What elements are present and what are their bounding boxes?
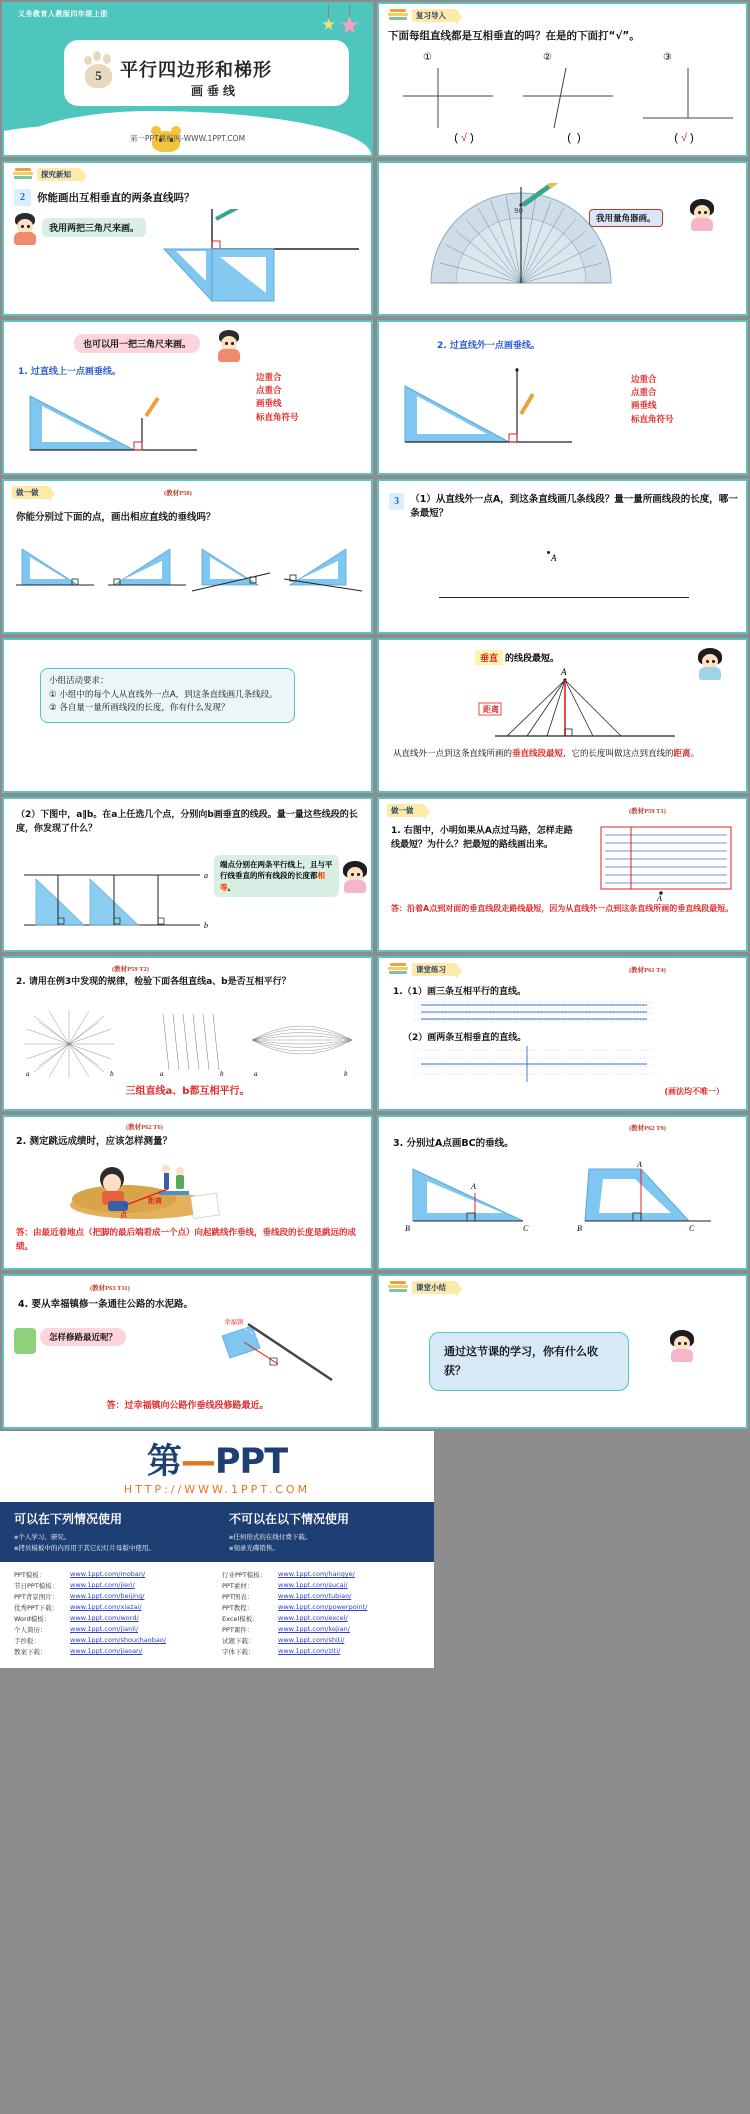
svg-text:C: C (689, 1224, 695, 1233)
conclusion-highlight-2: 距离 (673, 749, 691, 759)
speech-bubble: 我用两把三角尺来画。 (42, 218, 146, 237)
link-url[interactable]: www.1ppt.com/word/ (70, 1614, 139, 1622)
question-text: （2）下图中，a∥b。在a上任选几个点，分别向b画垂直的线段。量一量这些线段的长度，你发现了什么？ (16, 810, 358, 834)
logo-url: HTTP://WWW.1PPT.COM (123, 1483, 311, 1496)
step-item: 标直角符号 (256, 412, 299, 423)
link-key: 手抄报： (14, 1637, 40, 1645)
answer-text: 答：由最近着地点（把脚的最后端看成一个点）向起跳线作垂线，垂线段的长度是跳远的成绩。 (16, 1228, 357, 1252)
links-right-col (222, 1568, 420, 1658)
svg-text:距离: 距离 (483, 705, 499, 714)
link-url[interactable]: www.1ppt.com/xiazai/ (70, 1603, 142, 1611)
svg-text:点: 点 (120, 1211, 127, 1219)
conclusion-text (393, 748, 738, 762)
speech-bubble (214, 855, 339, 897)
link-key: 行业PPT模板： (222, 1571, 267, 1579)
question-text: （1）从直线外一点A，到这条直线画几条线段？量一量所画线段的长度，哪一条最短？ (410, 494, 738, 520)
svg-text:B: B (577, 1224, 582, 1233)
answer-text: 答：沿着A点到对面的垂直线段走路线最短，因为从直线外一点到这条直线所画的垂直线段最短。 (391, 904, 734, 913)
note-text: (画法均不唯一） (664, 1087, 724, 1096)
link-row[interactable] (14, 1636, 212, 1645)
slide-review-intro[interactable] (377, 2, 748, 157)
banner-summary (387, 1281, 456, 1294)
svg-text:90: 90 (514, 207, 523, 215)
map-figure (204, 1318, 354, 1388)
books-icon (12, 168, 34, 181)
promo-logo (0, 1431, 434, 1502)
link-key: PPT素材： (222, 1582, 254, 1590)
books-icon (387, 963, 409, 976)
question-text: 3. 分别过A点画BC的垂线。 (393, 1138, 514, 1149)
source-tag: (教材P62 T9) (629, 1125, 666, 1132)
link-key: PPT背景图片： (14, 1593, 59, 1601)
step-item: 画垂线 (256, 399, 282, 410)
link-row[interactable] (222, 1603, 420, 1612)
promo-footer (0, 1431, 434, 1668)
link-key: PPT教程： (222, 1604, 254, 1612)
link-key: PPT图表： (222, 1593, 254, 1601)
svg-text:A: A (561, 667, 567, 677)
svg-text:A: A (637, 1160, 642, 1169)
banner-review (387, 9, 456, 22)
banner-do (387, 804, 424, 817)
svg-text:b: b (110, 1070, 114, 1078)
question-text: 1. 右图中，小明如果从A点过马路，怎样走路线最短？为什么？把最短的路线画出来。 (391, 826, 573, 850)
slide-shortest-segment[interactable] (377, 638, 748, 793)
answer-text: 三组直线a、b都互相平行。 (125, 1086, 250, 1097)
source-tag: (教材P61 T4) (629, 967, 666, 974)
banner-label: 课堂练习 (412, 963, 456, 976)
books-icon (387, 1281, 409, 1294)
section-heading: 1. 过直线上一点画垂线。 (18, 367, 121, 377)
question-text: 下面每组直线都是互相垂直的吗？在是的下面打“√”。 (388, 30, 640, 42)
top-conclusion-rest: 的线段最短。 (505, 654, 560, 664)
link-row[interactable] (14, 1570, 212, 1579)
boy-avatar (12, 213, 38, 245)
source-tag: (教材P58) (164, 490, 192, 497)
answer-slot-2[interactable]: ( ) (567, 132, 581, 144)
slide-draw-perpendicular-bc[interactable] (377, 1115, 748, 1270)
speech-bubble: 也可以用一把三角尺来画。 (74, 334, 200, 353)
note-line: ② 各自量一量所画线段的长度，你有什么发现？ (49, 703, 230, 714)
link-url[interactable]: www.1ppt.com/jieri/ (70, 1581, 135, 1589)
svg-text:A: A (657, 894, 662, 903)
svg-text:C: C (523, 1224, 529, 1233)
forbidden-item: ▪ 任何形式的在线付费下载。 (229, 1532, 420, 1541)
answer-text: 答：过幸福镇向公路作垂线段修路最近。 (106, 1401, 269, 1411)
question-text: 4. 要从幸福镇修一条通往公路的水泥路。 (18, 1299, 194, 1310)
mascot-icon (14, 1328, 36, 1354)
answer-slot-3[interactable]: ( √ ) (674, 132, 694, 144)
question-text: 你能分别过下面的点，画出相应直线的垂线吗？ (16, 512, 216, 523)
banner-do (12, 486, 49, 499)
speech-bubble: 怎样修路最近呢？ (40, 1328, 126, 1346)
slide-group-activity[interactable] (2, 638, 373, 793)
links-left-col (14, 1568, 212, 1658)
top-conclusion (475, 650, 559, 665)
forbidden-col (229, 1510, 420, 1554)
perpendicular-answer-2 (415, 1044, 665, 1084)
girl-avatar (697, 648, 731, 692)
slide-explore-new[interactable] (2, 161, 373, 316)
link-row[interactable] (222, 1614, 420, 1623)
bubble-end: 。 (227, 882, 235, 892)
link-key: 优秀PPT下载： (14, 1604, 59, 1612)
one-ruler-figure-2 (397, 362, 577, 454)
svg-text:a: a (204, 871, 208, 880)
question-text: 2. 请用在例3中发现的规律，检验下面各组直线a、b是否互相平行？ (16, 977, 291, 987)
link-row[interactable] (222, 1592, 420, 1601)
link-url[interactable]: www.1ppt.com/beijing/ (70, 1592, 145, 1600)
link-row[interactable] (222, 1581, 420, 1590)
usage-bar (0, 1502, 434, 1562)
svg-text:b: b (204, 921, 208, 930)
question-number: 3 (389, 493, 404, 510)
link-row[interactable] (222, 1647, 420, 1656)
girl-avatar (342, 861, 368, 893)
link-url[interactable]: www.1ppt.com/jianli/ (70, 1625, 139, 1633)
banner-label: 复习导入 (412, 9, 456, 22)
bubble-highlight: 相等 (220, 871, 325, 892)
banner-label: 做一做 (387, 804, 424, 817)
triangle-pair-figure (399, 1159, 729, 1239)
footer-filler (434, 1431, 750, 1668)
chapter-number: 5 (85, 64, 112, 88)
question-text: 你能画出互相垂直的两条直线吗？ (37, 192, 195, 204)
svg-text:b: b (344, 1070, 348, 1078)
three-line-groups (14, 1010, 364, 1080)
allowed-title: 可以在下列情况使用 (14, 1512, 123, 1526)
source-tag: (教材P62 T6) (126, 1124, 163, 1131)
link-row[interactable] (14, 1581, 212, 1590)
banner-label: 做一做 (12, 486, 49, 499)
source-tag: (教材P63 T11) (90, 1285, 130, 1292)
banner-label: 探究新知 (37, 168, 81, 181)
svg-text:A: A (471, 1182, 476, 1191)
allowed-col (14, 1510, 205, 1554)
svg-text:a: a (26, 1070, 30, 1078)
link-row[interactable] (222, 1625, 420, 1634)
link-url[interactable]: www.1ppt.com/moban/ (70, 1570, 146, 1578)
edition-label: 义务教育人教版四年级上册 (18, 10, 108, 18)
answer-slot-1[interactable]: ( √ ) (454, 132, 474, 144)
link-key: PPT课件： (222, 1626, 254, 1634)
link-url[interactable]: www.1ppt.com/shiti/ (278, 1636, 345, 1644)
four-triangle-figures (16, 533, 366, 603)
point-label-A: A (551, 553, 557, 563)
link-url[interactable]: www.1ppt.com/tubiao/ (278, 1592, 352, 1600)
perpendicular-figures (391, 46, 748, 141)
svg-text:②: ② (543, 52, 552, 63)
base-line (439, 597, 689, 598)
slide-practice-do[interactable] (2, 479, 373, 634)
summary-bubble: 通过这节课的学习，你有什么收获？ (429, 1332, 629, 1391)
answer-row (409, 132, 739, 144)
slide-q3-part2[interactable] (2, 797, 373, 952)
source-tag: (教材P59 T2) (112, 966, 149, 973)
slide-title[interactable] (2, 2, 373, 157)
conclusion-highlight-1: 垂直线段最短 (512, 749, 564, 759)
link-url[interactable]: www.1ppt.com/excel/ (278, 1614, 348, 1622)
slide-do-t1[interactable] (377, 797, 748, 952)
svg-text:B: B (405, 1224, 410, 1233)
parallel-lines-figure (18, 857, 218, 935)
link-url[interactable]: www.1ppt.com/ziti/ (278, 1647, 341, 1655)
link-key: 节日PPT模板： (14, 1582, 59, 1590)
slide-long-jump[interactable] (2, 1115, 373, 1270)
link-row[interactable] (14, 1592, 212, 1601)
link-row[interactable] (14, 1603, 212, 1612)
note-line: ① 小组中的每个人从直线外一点A，到这条直线画几条线段。 (49, 689, 278, 700)
question-text: 2. 测定跳远成绩时，应该怎样测量？ (16, 1136, 173, 1147)
two-triangle-rulers (154, 209, 364, 309)
link-url[interactable]: www.1ppt.com/powerpoint/ (278, 1603, 368, 1611)
link-row[interactable] (14, 1614, 212, 1623)
link-key: PPT模板： (14, 1571, 46, 1579)
slide-protractor[interactable] (377, 161, 748, 316)
svg-text:幸福镇: 幸福镇 (224, 1318, 244, 1326)
link-row[interactable] (222, 1570, 420, 1579)
step-item: 点重合 (631, 388, 657, 399)
question-number: 2 (14, 189, 31, 206)
point-dot (547, 551, 550, 554)
source-tag: (教材P59 T1) (629, 808, 666, 815)
watermark-text: 第一PPT模板网-WWW.1PPT.COM (129, 134, 246, 143)
slide-do-t2[interactable] (2, 956, 373, 1111)
link-row[interactable] (14, 1625, 212, 1634)
step-item: 点重合 (256, 386, 282, 397)
link-row[interactable] (222, 1636, 420, 1645)
link-key: 教案下载： (14, 1648, 47, 1656)
step-item: 边重合 (631, 375, 657, 385)
star-icon-yellow (322, 18, 335, 31)
logo-text: 第—PPT (146, 1442, 288, 1482)
step-item: 标直角符号 (631, 414, 674, 425)
star-icon-pink (340, 16, 359, 35)
books-icon (387, 9, 409, 22)
parallel-answer-1 (415, 998, 665, 1026)
road-figure (597, 823, 737, 903)
slide-cement-road[interactable] (2, 1274, 373, 1429)
teacher-avatar (669, 1330, 713, 1390)
hang-line-1 (328, 4, 329, 20)
note-line: 小组活动要求： (49, 676, 109, 686)
shortest-segment-figure (465, 666, 685, 744)
forbidden-item: ▪ 刻录光碟销售。 (229, 1543, 420, 1552)
speech-bubble: 我用量角器画。 (589, 209, 663, 227)
banner-explore (12, 168, 81, 181)
link-key: 个人简历： (14, 1626, 47, 1634)
link-key: 试题下载： (222, 1637, 255, 1645)
page-title: 平行四边形和梯形 (120, 60, 272, 81)
link-key: Excel模板： (222, 1615, 259, 1623)
allowed-item: ▪ 拷贝模板中的内容用于其它幻灯片母版中使用。 (14, 1543, 205, 1552)
sub-question-1: 1.（1）画三条互相平行的直线。 (393, 987, 526, 997)
link-url[interactable]: www.1ppt.com/hangye/ (278, 1570, 355, 1578)
bubble-text: 端点分别在两条平行线上，且与平行线垂直的所有线段的长度都 (220, 860, 333, 881)
slide-classroom-practice[interactable] (377, 956, 748, 1111)
link-url[interactable]: www.1ppt.com/shouchaobao/ (70, 1636, 167, 1644)
svg-text:b: b (220, 1070, 224, 1078)
link-url[interactable]: www.1ppt.com/kejian/ (278, 1625, 350, 1633)
allowed-item: ▪ 个人学习、研究。 (14, 1532, 205, 1541)
svg-text:a: a (160, 1070, 164, 1078)
link-key: 字体下载： (222, 1648, 255, 1656)
one-ruler-figure (22, 380, 202, 462)
long-jump-illustration (64, 1149, 244, 1219)
step-item: 边重合 (256, 373, 282, 383)
steps-list (256, 372, 299, 425)
section-heading: 2. 过直线外一点画垂线。 (437, 341, 540, 351)
page-subtitle: 画垂线 (190, 84, 239, 98)
slide-summary[interactable] (377, 1274, 748, 1429)
hang-line-2 (349, 4, 350, 18)
conclusion-part-3: 。 (690, 749, 700, 759)
link-url[interactable]: www.1ppt.com/sucai/ (278, 1581, 348, 1589)
protractor-figure (421, 183, 621, 301)
promo-links (0, 1562, 434, 1668)
link-key: Word模板： (14, 1615, 51, 1623)
logo-dash: — (180, 1442, 215, 1482)
step-item: 画垂线 (631, 401, 657, 412)
boy-avatar (216, 330, 242, 362)
link-url[interactable]: www.1ppt.com/jiaoan/ (70, 1647, 143, 1655)
svg-text:距离: 距离 (148, 1197, 162, 1205)
svg-text:①: ① (423, 52, 432, 63)
steps-list (631, 374, 674, 427)
banner-practice (387, 963, 456, 976)
conclusion-part-1: 从直线外一点到这条直线所画的 (393, 749, 513, 759)
slide-q3-part1[interactable] (377, 479, 748, 634)
girl-avatar (689, 199, 721, 243)
slide-draw-on-line[interactable] (2, 320, 373, 475)
activity-note (40, 668, 295, 723)
link-row[interactable] (14, 1647, 212, 1656)
highlight-perpendicular: 垂直 (475, 650, 503, 665)
conclusion-part-2: ，它的长度叫做这点到直线的 (563, 749, 674, 759)
svg-text:a: a (254, 1070, 258, 1078)
svg-text:③: ③ (663, 52, 672, 63)
forbidden-title: 不可以在以下情况使用 (229, 1512, 350, 1526)
slide-draw-off-line[interactable] (377, 320, 748, 475)
sub-question-2: （2）画两条互相垂直的直线。 (403, 1033, 527, 1043)
banner-label: 课堂小结 (412, 1281, 456, 1294)
